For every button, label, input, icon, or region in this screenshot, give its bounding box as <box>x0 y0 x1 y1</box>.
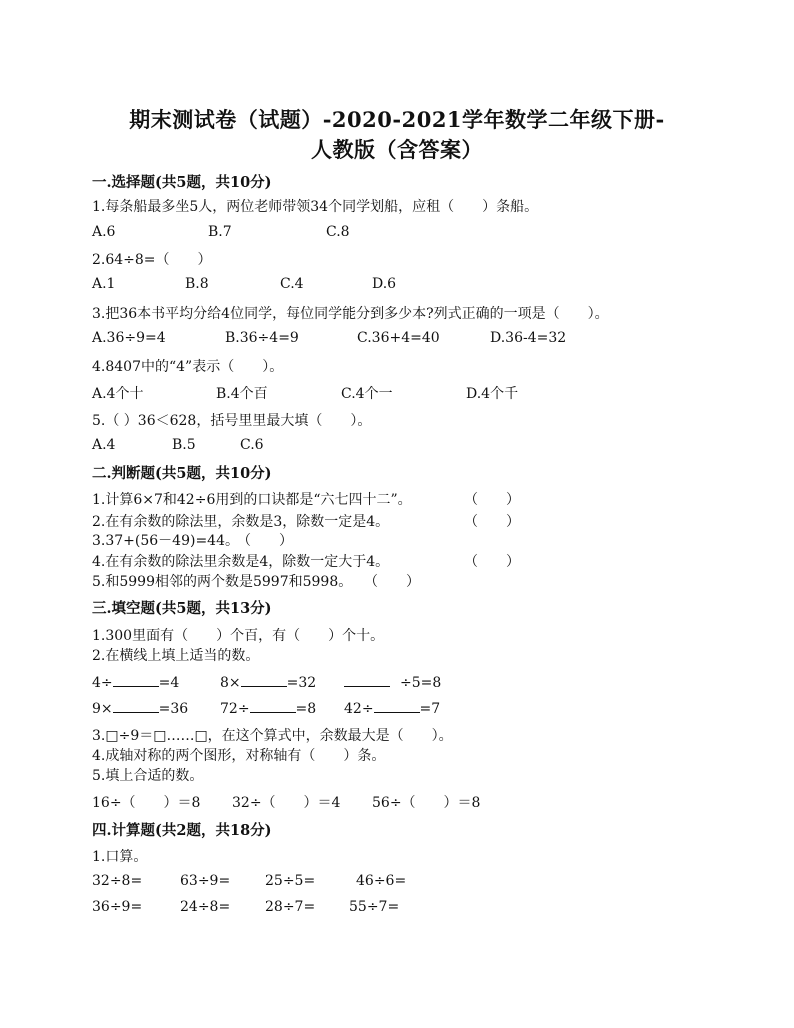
expr-suffix: =8 <box>295 701 317 717</box>
expr-suffix: =7 <box>419 701 441 717</box>
option-c[interactable]: C.6 <box>240 437 264 453</box>
question-text: 1.300里面有（ ）个百，有（ ）个十。 <box>92 628 385 644</box>
section-heading-calc: 四.计算题(共2题，共18分) <box>92 822 272 839</box>
expr-prefix: 8× <box>220 675 241 691</box>
doc-title-line2: 人教版（含答案） <box>311 137 483 162</box>
section-heading-judge: 二.判断题(共5题，共10分) <box>92 465 272 482</box>
fill-expr[interactable]: 32÷（ ）＝4 <box>232 795 341 811</box>
option-b[interactable]: B.5 <box>172 437 196 453</box>
expr-prefix: 9× <box>92 701 113 717</box>
answer-paren[interactable]: （ ） <box>237 533 293 549</box>
fill-expr <box>344 672 441 691</box>
question-text: 5.（ ）36＜628，括号里里最大填（ ）。 <box>92 413 372 429</box>
question-text: 3.把36本书平均分给4位同学，每位同学能分到多少本?列式正确的一项是（ ）。 <box>92 306 609 322</box>
answer-paren[interactable]: （ ） <box>464 514 520 530</box>
option-d[interactable]: D.36-4=32 <box>490 330 567 346</box>
calc-item[interactable]: 55÷7= <box>349 899 400 915</box>
judge-text: 2.在有余数的除法里，余数是3，除数一定是4。 <box>92 514 390 530</box>
doc-title-line1: 期末测试卷（试题）-2020-2021学年数学二年级下册- <box>129 107 665 132</box>
option-a[interactable]: A.4 <box>92 437 116 453</box>
answer-blank[interactable] <box>344 672 390 687</box>
expr-suffix: =36 <box>158 701 189 717</box>
calc-item[interactable]: 32÷8= <box>92 873 143 889</box>
section-heading-fill: 三.填空题(共5题，共13分) <box>92 600 272 617</box>
fill-expr <box>220 698 316 717</box>
question-text: 5.填上合适的数。 <box>92 768 204 784</box>
fill-expr[interactable]: 16÷（ ）＝8 <box>92 795 201 811</box>
expr-suffix: =32 <box>286 675 317 691</box>
option-d[interactable]: D.6 <box>372 276 397 292</box>
option-c[interactable]: C.4个一 <box>341 386 393 402</box>
answer-blank[interactable] <box>113 698 159 713</box>
judge-text: 5.和5999相邻的两个数是5997和5998。 <box>92 574 353 590</box>
question-text: 4.8407中的“4”表示（ ）。 <box>92 359 284 375</box>
expr-prefix: 4÷ <box>92 675 113 691</box>
fill-expr <box>220 672 316 691</box>
judge-text: 4.在有余数的除法里余数是4，除数一定大于4。 <box>92 554 390 570</box>
option-b[interactable]: B.7 <box>208 224 232 240</box>
expr-prefix: 42÷ <box>344 701 374 717</box>
question-text: 3.□÷9＝□……□，在这个算式中，余数最大是（ ）。 <box>92 728 453 744</box>
option-a[interactable]: A.36÷9=4 <box>92 330 166 346</box>
option-c[interactable]: C.8 <box>326 224 350 240</box>
calc-item[interactable]: 28÷7= <box>265 899 316 915</box>
fill-expr <box>92 698 188 717</box>
option-d[interactable]: D.4个千 <box>466 386 519 402</box>
fill-expr[interactable]: 56÷（ ）＝8 <box>372 795 481 811</box>
option-a[interactable]: A.1 <box>92 276 116 292</box>
option-c[interactable]: C.4 <box>280 276 304 292</box>
answer-blank[interactable] <box>250 698 296 713</box>
expr-prefix: 72÷ <box>220 701 250 717</box>
fill-expr <box>92 672 179 691</box>
calc-item[interactable]: 36÷9= <box>92 899 143 915</box>
section-heading-choice: 一.选择题(共5题，共10分) <box>92 174 272 191</box>
calc-item[interactable]: 24÷8= <box>180 899 231 915</box>
answer-paren[interactable]: （ ） <box>464 554 520 570</box>
option-a[interactable]: A.4个十 <box>92 386 144 402</box>
option-a[interactable]: A.6 <box>92 224 116 240</box>
option-b[interactable]: B.36÷4=9 <box>225 330 299 346</box>
question-text: 2.在横线上填上适当的数。 <box>92 648 260 664</box>
answer-blank[interactable] <box>241 672 287 687</box>
expr-suffix: =4 <box>158 675 180 691</box>
calc-item[interactable]: 46÷6= <box>356 873 407 889</box>
option-b[interactable]: B.8 <box>185 276 209 292</box>
option-c[interactable]: C.36+4=40 <box>357 330 440 346</box>
judge-text: 1.计算6×7和42÷6用到的口诀都是“六七四十二”。 <box>92 492 412 508</box>
question-text: 4.成轴对称的两个图形，对称轴有（ ）条。 <box>92 748 386 764</box>
judge-text: 3.37+(56－49)=44。 <box>92 533 239 549</box>
question-text: 2.64÷8=（ ） <box>92 252 212 268</box>
answer-paren[interactable]: （ ） <box>464 492 520 508</box>
calc-item[interactable]: 25÷5= <box>265 873 316 889</box>
expr-suffix: ÷5=8 <box>400 675 442 691</box>
calc-item[interactable]: 63÷9= <box>180 873 231 889</box>
answer-blank[interactable] <box>374 698 420 713</box>
question-text: 1.每条船最多坐5人，两位老师带领34个同学划船，应租（ ）条船。 <box>92 199 539 215</box>
fill-expr <box>344 698 440 717</box>
question-text: 1.口算。 <box>92 849 148 865</box>
answer-blank[interactable] <box>113 672 159 687</box>
answer-paren[interactable]: （ ） <box>364 574 420 590</box>
option-b[interactable]: B.4个百 <box>216 386 268 402</box>
